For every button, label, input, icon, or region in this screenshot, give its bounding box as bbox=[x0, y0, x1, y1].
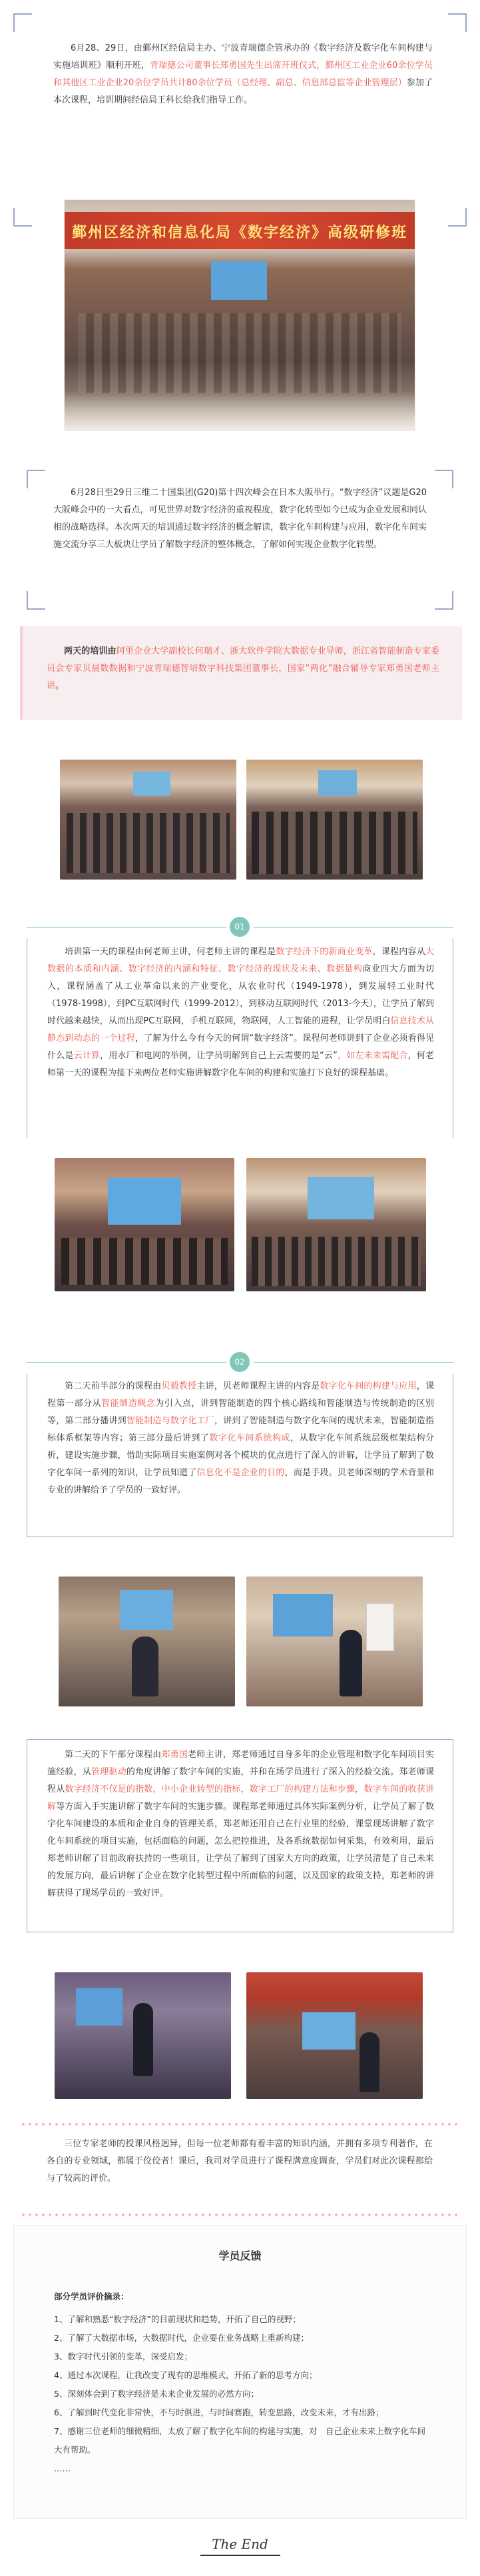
day1-highlight: ，如左未来需配合 bbox=[337, 1051, 408, 1061]
day2-highlight: 数字化车间的构建与应用 bbox=[320, 1381, 417, 1391]
feedback-subtitle: 部分学员评价摘录： bbox=[54, 2291, 129, 2301]
day1-frame bbox=[27, 938, 453, 1138]
day2-text: 为引入点，讲到智能制造的四个核心路线和智能制造与传统制造的区别等，第二部分播讲到 bbox=[47, 1399, 434, 1426]
frame-corner bbox=[448, 13, 467, 32]
intro-paragraph bbox=[53, 40, 433, 109]
day2-text: ，而是手段。贝老师深刻的学术背景和专业的讲解给予了学员的一致好评。 bbox=[47, 1468, 434, 1495]
banner-text: 鄞州区经济和信息化局《数字经济》高级研修班 bbox=[71, 225, 407, 241]
classroom-photo bbox=[60, 760, 236, 880]
group-photo bbox=[65, 200, 415, 430]
frame-corner bbox=[435, 591, 453, 610]
classroom-photo bbox=[246, 760, 423, 880]
intro-text: 6月28、29日，由鄞州区经信局主办、宁波青瑞德企管承办的《数字经济及数字化车间构建与实施培训班》顺利开班， bbox=[53, 43, 433, 71]
feedback-item: 4、通过本次课程，让我改变了现有的思维模式，开拓了新的思考方向； bbox=[54, 2370, 318, 2380]
end-mark bbox=[0, 2536, 480, 2556]
closing-photo bbox=[55, 1972, 231, 2099]
feedback-item: 6、了解到时代变化非常快，不与时俱进，与时间赛跑，转变思路，改变未来，才有出路； bbox=[54, 2407, 384, 2417]
teachers-text: 。 bbox=[55, 681, 65, 691]
day1-highlight: 云计算 bbox=[73, 1051, 101, 1061]
feedback-title: 学员反馈 bbox=[218, 2250, 262, 2262]
frame-corner bbox=[27, 591, 45, 610]
day2pm-highlight: 郑勇国 bbox=[161, 1750, 188, 1760]
day1-text: ，用水厂和电网的举例，让学员明解到自己上云需要的是“云” bbox=[100, 1051, 338, 1061]
feedback-item: 2、了解了大数据市场，大数据时代，企业要在业务战略上重新构建； bbox=[54, 2333, 309, 2343]
divider-line bbox=[27, 927, 226, 928]
speaker-photo bbox=[59, 1577, 235, 1706]
dotted-divider bbox=[20, 2214, 460, 2216]
summit-paragraph: 6月28日至29日三维二十国集团(G20)第十四次峰会在日本大阪举行。“数字经济”议题是G20大阪峰会中的一大看点，可见世界对数字经济的重视程度，数字化转型如今已成为企业发展和同认相的战略选择。本次两天的培训通过数字经济的概念解读，数字化车间构建与应用，数字化车间实施交流分享三大板块让学员了解数字经济的整体概念，了解如何实现企业数字化转型。 bbox=[53, 488, 427, 550]
day1-text: ，课程内容从 bbox=[372, 947, 425, 957]
day2-highlight: 信息化不是企业的目的 bbox=[196, 1468, 285, 1478]
intro-frame bbox=[13, 13, 467, 227]
day1-text: 。课程何老师讲到了企业必须看得见什么是 bbox=[47, 1033, 434, 1061]
intro-highlight: 青瑞德公司董事长郑勇国先生出席开班仪式，鄞州区工业企业60余位学员和其他区工业企业20余位学员共计80余位学员（总经理、副总、信息部总监等企业管理层） bbox=[53, 61, 433, 88]
review-paragraph: 三位专家老师的授课风格迥异，但每一位老师都有着丰富的知识内涵，并拥有多项专利著作，在各自的专业领域，都属于佼佼者！课后，我司对学员进行了课程满意度调查，学员们对此次课程都给与了较高的评价。 bbox=[47, 2139, 433, 2184]
day1-paragraph bbox=[47, 944, 434, 1082]
day2pm-highlight: 管理驱动 bbox=[91, 1767, 126, 1777]
day2-highlight: 智能制造概念 bbox=[101, 1399, 156, 1409]
day2-paragraph bbox=[47, 1378, 434, 1499]
frame-corner bbox=[435, 470, 453, 488]
day1-text: ，何老师第一天的课程为接下来两位老师实施讲解数字化车间的构建和实施打下良好的课程基础。 bbox=[47, 1051, 434, 1078]
day2-highlight: 智能制造与数字化工厂 bbox=[126, 1416, 214, 1426]
day1-text: 培训第一天的课程由何老师主讲，何老师主讲的课程是 bbox=[65, 947, 276, 957]
day1-text: ，了解为什么今有今天的何谓“数字经济” bbox=[134, 1033, 294, 1043]
day2-text: ，讲到了智能制造与数字化车间的现状未来，智能制造指标体系框架等内容；第三部分最后讲到了 bbox=[47, 1416, 434, 1443]
section-number-badge: 01 bbox=[230, 917, 250, 937]
section-number-badge: 02 bbox=[230, 1352, 250, 1372]
day2pm-highlight: 数字经济不仅是的指数，中小企业转型的指标，数字工厂的构建方法和步骤，数字车间的收获讲解 bbox=[47, 1784, 434, 1812]
day2pm-paragraph bbox=[47, 1746, 434, 1902]
feedback-item: 3、数字时代引领的变革，深受启发； bbox=[54, 2351, 192, 2361]
feedback-card bbox=[13, 2226, 467, 2519]
day1-highlight: 信息技术从静态到动态的一个过程 bbox=[47, 1016, 434, 1043]
day1-highlight: 大数据的本质和内涵、数字经济的内涵和特征、数字经济的现状及未来、数据量构 bbox=[47, 947, 434, 974]
day2pm-text: 老师主讲，郑老师通过自身多年的企业管理和数字化车间项目实施经验，从 bbox=[47, 1750, 434, 1777]
day2-text: ，从数字化车间系统层级框架结构分析，建设实施步骤，借助实际项目实施案例对各个模块的优点进行了深入的讲解，让学员了解到了数字化车间一系列的知识，让学员知道了 bbox=[47, 1433, 434, 1478]
feedback-item: 7、感谢三位老师的细微精细，太放了解了数字化车间的构建与实施，对 自己企业未来上数字化车间大有帮助。 bbox=[54, 2426, 425, 2455]
frame-corner bbox=[13, 208, 32, 227]
dotted-divider bbox=[20, 2123, 460, 2126]
day2pm-text: 等方面入手实施讲解了数字车间的实施步骤。课程郑老师通过具体实际案例分析，让学员了解了数字化车间建设的本质和企业自身的管理关系，郑老师还用自己在行业里的经验，课堂现场讲解了数字化车间系统的项目实施，包括面临的问题，怎么把控推进，及各系统数据如何采集，有效利用，最后郑老师讲解了目前政府扶持的一些项目，让学员了解到了国家大方向的政策，让学员清楚了自己未来的发展方向，最后讲解了企业在数字化转型过程中所面临的问题，以及国家的政策支持，郑老师的讲解获得了现场学员的一致好评。 bbox=[47, 1802, 434, 1898]
teachers-paragraph bbox=[47, 643, 439, 695]
frame-corner bbox=[13, 13, 32, 32]
feedback-ellipsis: …… bbox=[54, 2463, 71, 2473]
day2-highlight: 数字化车间系统构成 bbox=[209, 1433, 291, 1443]
end-text: The End bbox=[212, 2536, 268, 2552]
divider-line bbox=[254, 927, 453, 928]
day2-text: ，课程第一部分从 bbox=[47, 1381, 434, 1409]
frame-corner bbox=[448, 208, 467, 227]
frame-corner bbox=[27, 470, 45, 488]
end-underline bbox=[200, 2555, 280, 2556]
day2pm-text: 第二天的下午部分课程由 bbox=[65, 1750, 162, 1760]
closing-photo bbox=[246, 1972, 423, 2099]
teachers-highlight: 阿里企业大学副校长何瑞才、浙大软件学院大数据专业导师，浙江省智能制造专家委员会专家贝晨数数据和宁波青瑞德智培数字科技集团董事长，国家“两化”融合辅导专家郑勇国老师主讲 bbox=[47, 646, 439, 691]
day2-text: 第二天前半部分的课程由 bbox=[65, 1381, 162, 1391]
day2-text: 主讲，贝老师课程主讲的内容是 bbox=[196, 1381, 320, 1391]
day1-highlight: 数字经济下的新商业变革 bbox=[276, 947, 373, 957]
speaker-photo bbox=[246, 1577, 423, 1706]
feedback-item: 5、深刻体会到了数字经济是未来企业发展的必然方向； bbox=[54, 2389, 259, 2399]
day2pm-text: 的角度讲解了数字车间的实施，并和在场学员进行了深入的经验交流。郑老师课程从 bbox=[47, 1767, 434, 1794]
day2pm-frame bbox=[27, 1739, 453, 1932]
day1-text: 商业四大方面为切入，课程涵盖了从工业革命以来的产业变化，从农业时代（1949-1978），到发展轻工业时代（1978-1998），到PC互联网时代（1999-2012），到移动互联网时代（2013-今天），让学员了解到时代越来越快，从而出现PC互联网，手机互联网，物联网，人工智能的进程，让学员明白 bbox=[47, 964, 434, 1026]
stage-screen bbox=[211, 261, 267, 300]
summit-frame bbox=[27, 470, 453, 610]
divider-line bbox=[27, 1362, 226, 1363]
day2-highlight: 贝毅教授 bbox=[161, 1381, 197, 1391]
divider-line bbox=[254, 1362, 453, 1363]
lecture-photo bbox=[246, 1158, 426, 1291]
day2-frame bbox=[27, 1374, 453, 1537]
teachers-text: 两天的培训由 bbox=[64, 646, 117, 656]
lecture-photo bbox=[55, 1158, 234, 1291]
feedback-item: 1、了解和熟悉“数字经济”的目前现状和趋势，开拓了自己的视野； bbox=[54, 2314, 301, 2324]
intro-text: 参加了本次课程，培训期间经信局王科长给我们指导工作。 bbox=[53, 78, 433, 105]
